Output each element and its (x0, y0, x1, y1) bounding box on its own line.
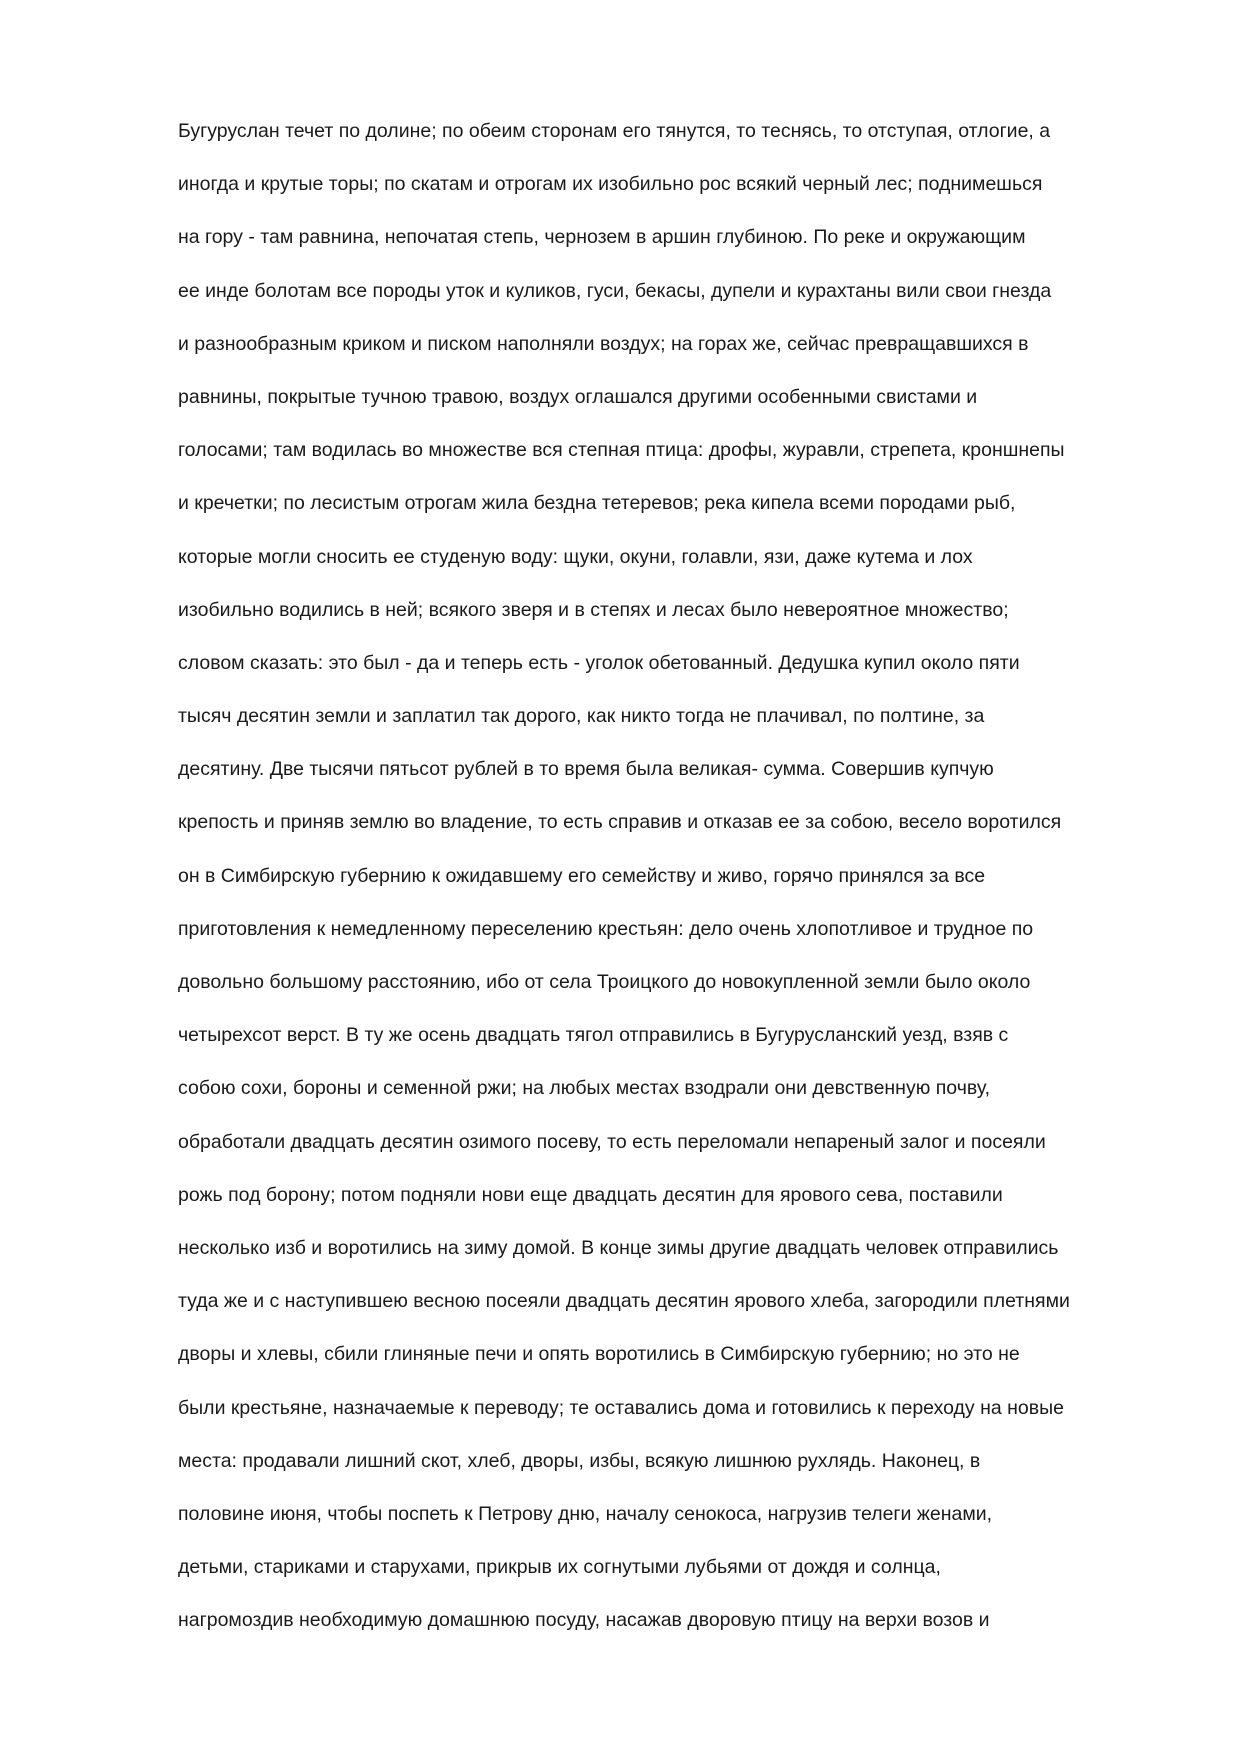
text-line: приготовления к немедленному переселению крестьян: дело очень хлопотливое и трудное по (178, 917, 1034, 940)
text-line: места: продавали лишний скот, хлеб, дворы, избы, всякую лишнюю рухлядь. Наконец, в (178, 1449, 981, 1472)
text-line: половине июня, чтобы поспеть к Петрову дню, началу сенокоса, нагрузив телеги женами, (178, 1502, 993, 1525)
text-line: собою сохи, бороны и семенной ржи; на любых местах взодрали они девственную почву, (178, 1077, 991, 1100)
text-line: и кречетки; по лесистым отрогам жила бездна тетеревов; река кипела всеми породами рыб, (178, 492, 1016, 515)
text-line: Бугуруслан течет по долине; по обеим сторонам его тянутся, то теснясь, то отступая, отлогие, а (178, 120, 1051, 142)
text-line: дворы и хлевы, сбили глиняные печи и опять воротились в Симбирскую губернию; но это не (178, 1343, 1020, 1366)
text-line: голосами; там водилась во множестве вся степная птица: дрофы, журавли, стрепета, кроншнепы (178, 439, 1065, 462)
text-line: тысяч десятин земли и заплатил так дорого, как никто тогда не плачивал, по полтине, за (178, 705, 985, 728)
text-line: словом сказать: это был - да и теперь есть - уголок обетованный. Дедушка купил около пяти (178, 651, 1020, 674)
text-line: он в Симбирскую губернию к ожидавшему его семейству и живо, горячо принялся за все (178, 864, 986, 887)
text-line: четырехсот верст. В ту же осень двадцать тягол отправились в Бугурусланский уезд, взяв с (178, 1024, 1009, 1047)
text-line: десятину. Две тысячи пятьсот рублей в то время была великая- сумма. Совершив купчую (178, 758, 994, 781)
text-line: равнины, покрытые тучною травою, воздух оглашался другими особенными свистами и (178, 385, 978, 408)
text-line: рожь под борону; потом подняли нови еще двадцать десятин для ярового сева, поставили (178, 1183, 1003, 1206)
text-line: нагромоздив необходимую домашнюю посуду, насажав дворовую птицу на верхи возов и (178, 1609, 990, 1632)
text-line: крепость и приняв землю во владение, то есть справив и отказав ее за собою, весело воротился (178, 811, 1062, 834)
text-line: довольно большому расстоянию, ибо от села Троицкого до новокупленной земли было около (178, 971, 1031, 993)
text-line: на гору - там равнина, непочатая степь, чернозем в аршин глубиною. По реке и окружающим (178, 226, 1026, 249)
text-line: несколько изб и воротились на зиму домой. В конце зимы другие двадцать человек отправились (178, 1236, 1059, 1259)
text-line: детьми, стариками и старухами, прикрыв их согнутыми лубьями от дождя и солнца, (178, 1556, 941, 1579)
text-line: ее инде болотам все породы уток и куликов, гуси, бекасы, дупели и курахтаны вили свои гнезда (178, 279, 1052, 302)
text-line: туда же и с наступившею весною посеяли двадцать десятин ярового хлеба, загородили плетнями (178, 1290, 1070, 1313)
text-line: которые могли сносить ее студеную воду: щуки, окуни, голавли, язи, даже кутема и лох (178, 545, 973, 568)
text-line: изобильно водились в ней; всякого зверя и в степях и лесах было невероятное множество; (178, 598, 1009, 621)
body-text (178, 118, 1178, 1660)
text-line: обработали двадцать десятин озимого посеву, то есть переломали непареный залог и посеяли (178, 1130, 1046, 1153)
text-line: и разнообразным криком и писком наполняли воздух; на горах же, сейчас превращавшихся в (178, 332, 1029, 355)
text-line: были крестьяне, назначаемые к переводу; те оставались дома и готовились к переходу на новые (178, 1396, 1064, 1419)
text-line: иногда и крутые торы; по скатам и отрогам их изобильно рос всякий черный лес; поднимешься (178, 173, 1043, 196)
